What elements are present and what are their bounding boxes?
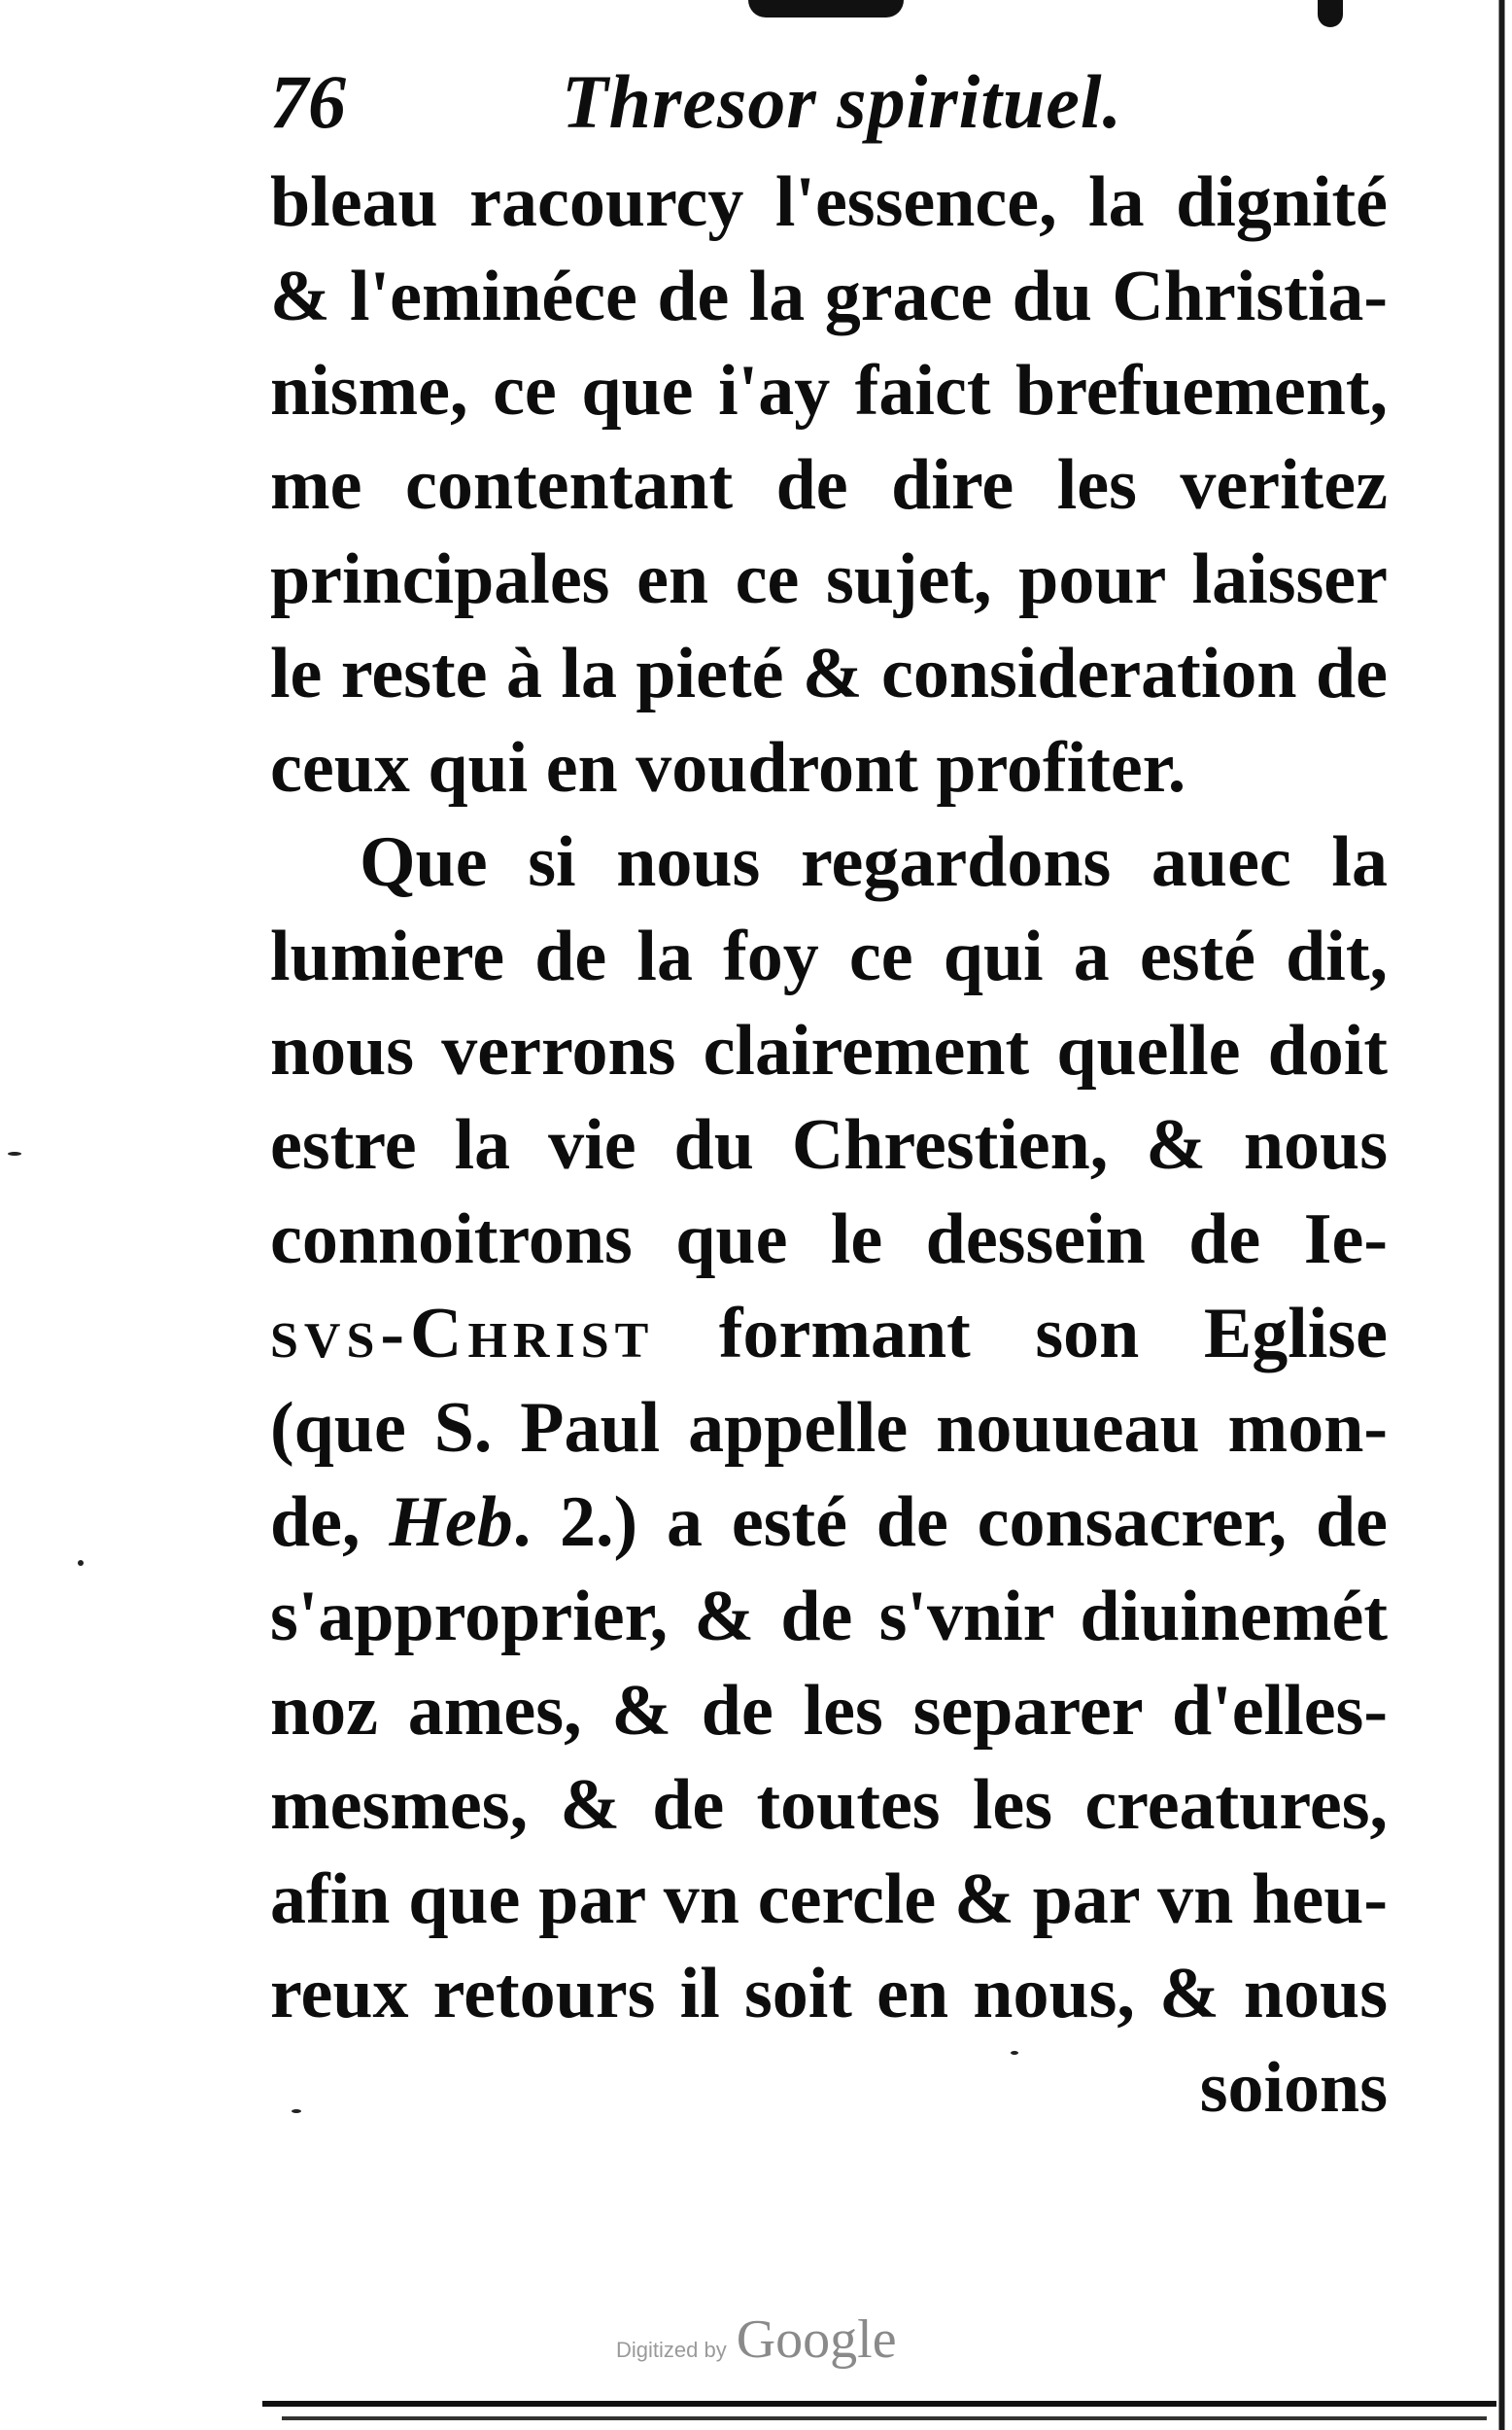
text-line: connoitrons que le dessein de Ie- (270, 1199, 1388, 1279)
google-logo: Google (736, 2309, 897, 2370)
text-line: afin que par vn cercle & par vn heu- (270, 1859, 1388, 1939)
text-line: lumiere de la foy ce qui a esté dit, (270, 917, 1388, 996)
page-edge (1493, 0, 1512, 2430)
scan-speck (292, 2109, 301, 2113)
scan-speck (8, 1152, 21, 1156)
bottom-rule (282, 2416, 1487, 2420)
scan-speck (1011, 2051, 1018, 2055)
paragraph-start-line: Que si nous regardons auec la (360, 822, 1388, 902)
text-line: & l'eminéce de la grace du Christia- (270, 257, 1388, 336)
digitized-by-text: Digitized by (616, 2338, 727, 2362)
ink-blot (1318, 0, 1343, 27)
running-head (270, 53, 1388, 160)
text-line: reux retours il soit en nous, & nous (270, 1954, 1388, 2033)
line-start: de, (270, 1482, 390, 1562)
citation-italic: Heb (389, 1482, 513, 1562)
scan-speck (78, 1560, 84, 1566)
text-line: nisme, ce que i'ay faict brefuement, (270, 351, 1388, 431)
text-line: principales en ce sujet, pour laisser (270, 539, 1388, 619)
catchword: soions (1199, 2048, 1388, 2128)
text-line: noz ames, & de les separer d'elles- (270, 1671, 1388, 1751)
line-rest: . 2.) a esté de consacrer, de (512, 1482, 1388, 1562)
text-line: mesmes, & de toutes les creatures, (270, 1765, 1388, 1845)
text-line-smallcaps (270, 1287, 1388, 1381)
line-rest: formant son Eglise (654, 1294, 1388, 1373)
text-line: s'approprier, & de s'vnir diuinemét (270, 1577, 1388, 1656)
binding-smudge (748, 0, 904, 17)
text-line: ceux qui en voudront profiter. (270, 728, 1186, 808)
text-line: estre la vie du Chrestien, & nous (270, 1105, 1388, 1185)
digitized-watermark (616, 2308, 927, 2377)
text-line: me contentant de dire les veritez (270, 445, 1388, 525)
text-line: le reste à la pieté & consideration de (270, 634, 1388, 713)
text-line: (que S. Paul appelle nouueau mon- (270, 1388, 1388, 1468)
text-line: nous verrons clairement quelle doit (270, 1011, 1388, 1091)
bottom-rule (262, 2401, 1496, 2407)
text-line-citation (270, 1475, 1388, 1570)
text-line: bleau racourcy l'essence, la dignité (270, 162, 1388, 242)
page-number: 76 (270, 59, 346, 144)
running-title: Thresor spirituel. (562, 59, 1123, 144)
name-smallcaps: svs-Christ (270, 1294, 655, 1373)
body-text (270, 156, 1388, 2135)
